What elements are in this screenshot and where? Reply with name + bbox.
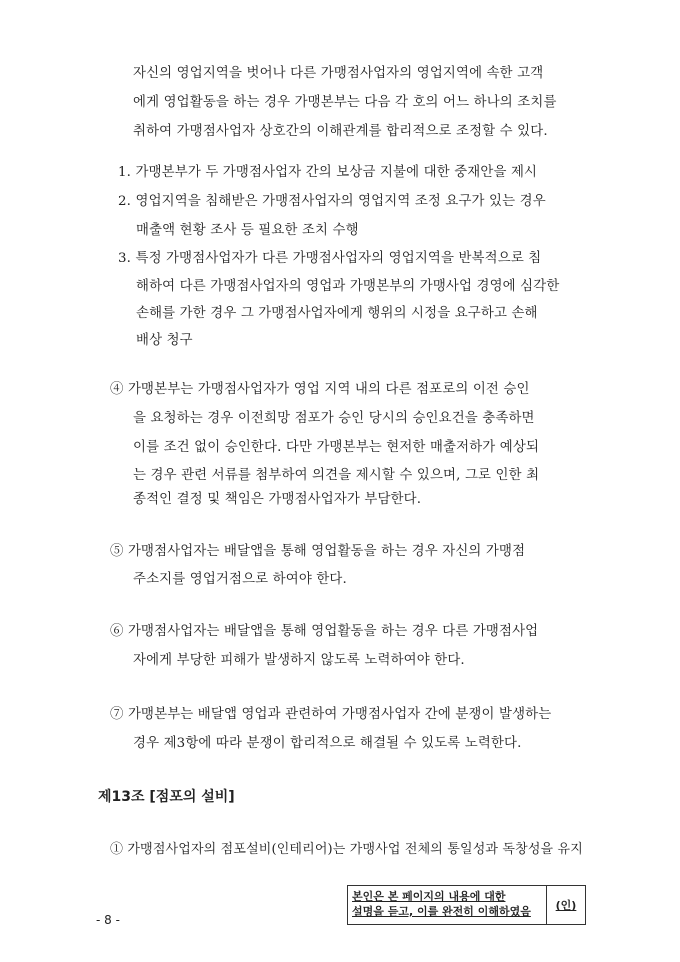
paragraph-line: 에게 영업활동을 하는 경우 가맹본부는 다음 각 호의 어느 하나의 조치를 <box>133 95 557 110</box>
clause-1-line: ① 가맹점사업자의 점포설비(인테리어)는 가맹사업 전체의 통일성과 독창성을 유지 <box>110 842 583 857</box>
seal-mark: (인) <box>555 899 577 912</box>
list-item-continuation: 배상 청구 <box>136 333 193 348</box>
list-item: 2. 영업지역을 침해받은 가맹점사업자의 영업지역 조정 요구가 있는 경우 <box>118 194 546 209</box>
list-item: 3. 특정 가맹점사업자가 다른 가맹점사업자의 영업지역을 반복적으로 침 <box>118 251 542 266</box>
clause-7-line: ⑦ 가맹본부는 배달앱 영업과 관련하여 가맹점사업자 간에 분쟁이 발생하는 <box>110 707 552 722</box>
list-item: 1. 가맹본부가 두 가맹점사업자 간의 보상금 지불에 대한 중재안을 제시 <box>118 165 538 180</box>
section-heading: 제13조 [점포의 설비] <box>98 789 235 805</box>
clause-4-line: 을 요청하는 경우 이전희망 점포가 승인 당시의 승인요건을 충족하면 <box>133 411 535 426</box>
confirmation-box <box>347 885 586 925</box>
clause-7-line: 경우 제3항에 따라 분쟁이 합리적으로 해결될 수 있도록 노력한다. <box>133 736 522 751</box>
paragraph-line: 취하여 가맹점사업자 상호간의 이해관계를 합리적으로 조정할 수 있다. <box>133 124 548 139</box>
confirmation-line-1: 본인은 본 페이지의 내용에 대한 <box>352 890 506 903</box>
clause-6-line: 자에게 부당한 피해가 발생하지 않도록 노력하여야 한다. <box>133 653 465 668</box>
clause-4-line: 종적인 결정 및 책임은 가맹점사업자가 부담한다. <box>133 492 422 507</box>
clause-6-line: ⑥ 가맹점사업자는 배달앱을 통해 영업활동을 하는 경우 다른 가맹점사업 <box>110 624 539 639</box>
list-item-continuation: 매출액 현황 조사 등 필요한 조치 수행 <box>136 223 359 238</box>
clause-4-line: 는 경우 관련 서류를 첨부하여 의견을 제시할 수 있으며, 그로 인한 최 <box>133 468 540 483</box>
paragraph-line: 자신의 영업지역을 벗어나 다른 가맹점사업자의 영업지역에 속한 고객 <box>133 66 544 81</box>
page-number: - 8 - <box>96 913 120 927</box>
confirmation-text <box>348 886 547 924</box>
clause-5-line: ⑤ 가맹점사업자는 배달앱을 통해 영업활동을 하는 경우 자신의 가맹점 <box>110 544 526 559</box>
clause-5-line: 주소지를 영업거점으로 하여야 한다. <box>133 572 347 587</box>
clause-4-line: 이를 조건 없이 승인한다. 다만 가맹본부는 현저한 매출저하가 예상되 <box>133 440 540 455</box>
list-item-continuation: 손해를 가한 경우 그 가맹점사업자에게 행위의 시정을 요구하고 손해 <box>136 306 538 321</box>
confirmation-line-2: 설명을 듣고, 이를 완전히 이해하였음 <box>352 905 531 918</box>
list-item-continuation: 해하여 다른 가맹점사업자의 영업과 가맹본부의 가맹사업 경영에 심각한 <box>136 279 560 294</box>
clause-4-line: ④ 가맹본부는 가맹점사업자가 영업 지역 내의 다른 점포로의 이전 승인 <box>110 382 530 397</box>
